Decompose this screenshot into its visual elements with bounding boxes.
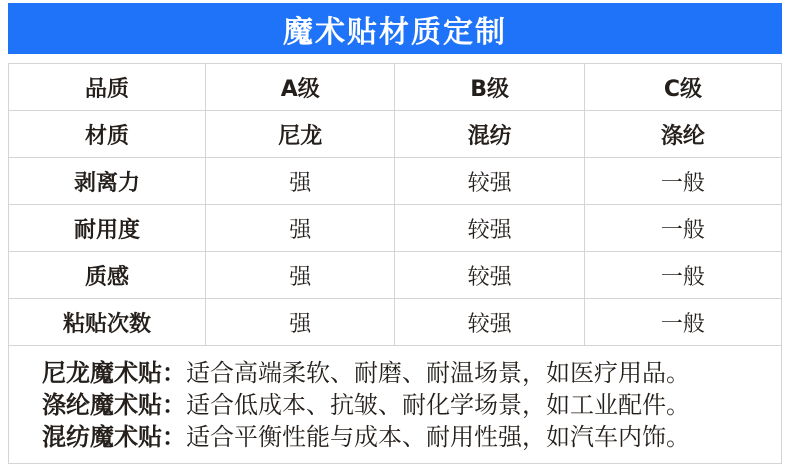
row-label: 材质	[9, 111, 206, 158]
table-row-material	[9, 111, 782, 158]
table-row-texture	[9, 252, 782, 299]
cell-value: 强	[206, 158, 395, 205]
cell-value: 强	[206, 205, 395, 252]
cell-value: 涤纶	[584, 111, 781, 158]
cell-value: 强	[206, 252, 395, 299]
table-row-durability	[9, 205, 782, 252]
note-line-blend	[42, 421, 763, 453]
cell-value: 混纺	[395, 111, 584, 158]
note-prefix: 涤纶魔术贴：	[42, 391, 186, 419]
note-line-nylon	[42, 357, 763, 389]
cell-value: C级	[584, 64, 781, 111]
page-title: 魔术贴材质定制	[283, 14, 507, 50]
note-text: 适合低成本、抗皱、耐化学场景，如工业配件。	[186, 391, 690, 419]
row-label: 剥离力	[9, 158, 206, 205]
cell-value: 一般	[584, 158, 781, 205]
row-label: 粘贴次数	[9, 299, 206, 346]
cell-value: B级	[395, 64, 584, 111]
row-label: 品质	[9, 64, 206, 111]
note-text: 适合平衡性能与成本、耐用性强，如汽车内饰。	[186, 423, 690, 451]
row-label: 质感	[9, 252, 206, 299]
cell-value: 一般	[584, 299, 781, 346]
cell-value: 尼龙	[206, 111, 395, 158]
table-row-header	[9, 64, 782, 111]
notes-box	[8, 345, 782, 464]
comparison-table-wrap	[8, 63, 782, 346]
cell-value: 较强	[395, 205, 584, 252]
cell-value: 一般	[584, 252, 781, 299]
note-prefix: 混纺魔术贴：	[42, 423, 186, 451]
cell-value: 强	[206, 299, 395, 346]
cell-value: 较强	[395, 158, 584, 205]
cell-value: 较强	[395, 299, 584, 346]
note-prefix: 尼龙魔术贴：	[42, 359, 186, 387]
comparison-table	[8, 63, 782, 346]
note-text: 适合高端柔软、耐磨、耐温场景，如医疗用品。	[186, 359, 690, 387]
cell-value: 一般	[584, 205, 781, 252]
note-line-polyester	[42, 389, 763, 421]
row-label: 耐用度	[9, 205, 206, 252]
table-row-reuse-count	[9, 299, 782, 346]
cell-value: A级	[206, 64, 395, 111]
table-row-peel-force	[9, 158, 782, 205]
cell-value: 较强	[395, 252, 584, 299]
title-banner	[8, 3, 782, 54]
